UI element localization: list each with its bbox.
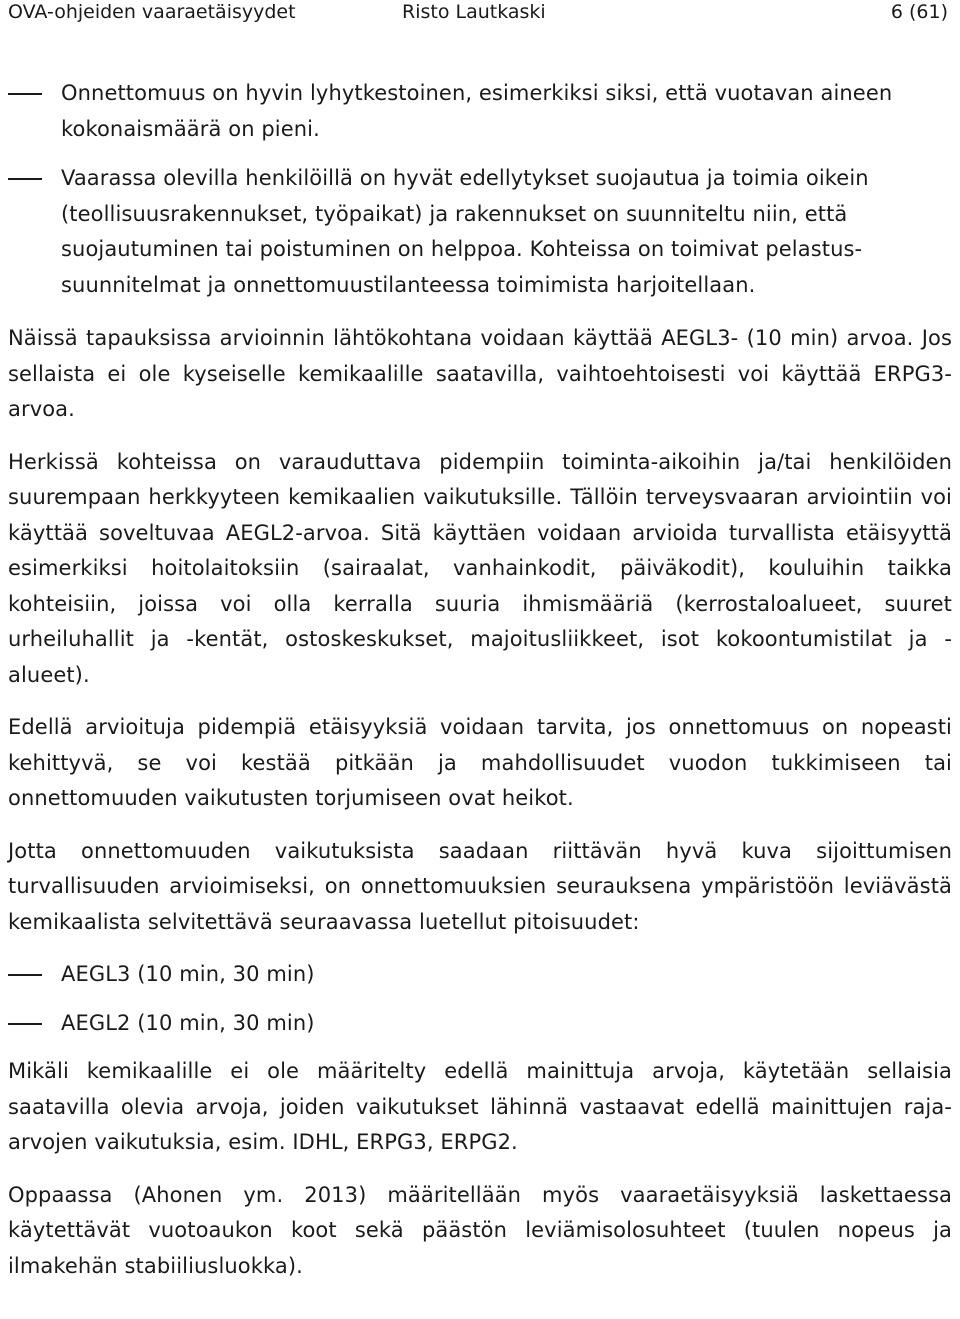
list-item-text: Vaarassa olevilla henkilöillä on hyvät edellytykset suojautua ja toimia oikein (teollisuusrakennukset, työpaikat) ja rakennukset on suunniteltu niin, että suojautuminen tai poistuminen on helppoa. Kohteissa on toimivat pelastus-suunnitelmat ja onnettomuustilanteessa toimimista harjoitellaan. [61,166,869,297]
page-header [8,0,948,26]
dash-bullet-icon [8,974,42,976]
list-item [8,161,952,303]
header-page-number: 6 (61) [890,1,948,23]
list-item-text: AEGL3 (10 min, 30 min) [61,962,315,986]
list-item-text: AEGL2 (10 min, 30 min) [61,1010,315,1035]
list-item [8,1006,952,1042]
header-title: OVA-ohjeiden vaaraetäisyydet [8,1,296,23]
bullet-list-aegl [8,957,952,1041]
paragraph: Edellä arvioituja pidempiä etäisyyksiä voidaan tarvita, jos onnettomuus on nopeasti kehittyvä, se voi kestää pitkään ja mahdollisuudet vuodon tukkimiseen tai onnettomuuden vaikutusten torjumiseen ovat heikot. [8,715,952,810]
dash-bullet-icon [8,178,42,180]
list-item-text: Onnettomuus on hyvin lyhytkestoinen, esimerkiksi siksi, että vuotavan aineen kokonaismäärä on pieni. [61,81,893,141]
dash-bullet-icon [8,1023,42,1025]
header-author: Risto Lautkaski [402,1,546,23]
paragraph: Jotta onnettomuuden vaikutuksista saadaan riittävän hyvä kuva sijoittumisen turvallisuuden arvioimiseksi, on onnettomuuksien seurauksena ympäristöön leviävästä kemikaalista selvitettävä seuraavassa luetellut pitoisuudet: [8,838,952,934]
bullet-list-top [8,76,952,303]
paragraph: Näissä tapauksissa arvioinnin lähtökohtana voidaan käyttää AEGL3- (10 min) arvoa. Jos sellaista ei ole kyseiselle kemikaalille saatavilla, vaihtoehtoisesti voi käyttää ERPG3-arvoa. [8,326,952,421]
dash-bullet-icon [8,93,42,95]
body-text [8,76,952,1301]
paragraph: Herkissä kohteissa on varauduttava pidempiin toiminta-aikoihin ja/tai henkilöiden suurempaan herkkyyteen kemikaalien vaikutuksille. Tällöin terveysvaaran arviointiin voi käyttää soveltuvaa AEGL2-arvoa. Sitä käyttäen voidaan arvioida turvallista etäisyyttä esimerkiksi hoitolaitoksiin (sairaalat, vanhainkodit, päiväkodit), kouluihin taikka kohteisiin, joissa voi olla kerralla suuria ihmismääriä (kerrostaloalueet, suuret urheiluhallit ja -kentät, ostoskeskukset, majoitusliikkeet, isot kokoontumistilat ja -alueet). [8,449,952,687]
paragraph: Oppaassa (Ahonen ym. 2013) määritellään myös vaaraetäisyyksiä laskettaessa käytettävät vuotoaukon koot sekä päästön leviämisolosuhteet (tuulen nopeus ja ilmakehän stabiiliusluokka). [8,1182,952,1278]
list-item [8,957,952,993]
list-item [8,76,952,147]
paragraph: Mikäli kemikaalille ei ole määritelty edellä mainittuja arvoja, käytetään sellaisia saatavilla olevia arvoja, joiden vaikutukset lähinnä vastaavat edellä mainittujen raja-arvojen vaikutuksia, esim. IDHL, ERPG3, ERPG2. [8,1059,952,1154]
